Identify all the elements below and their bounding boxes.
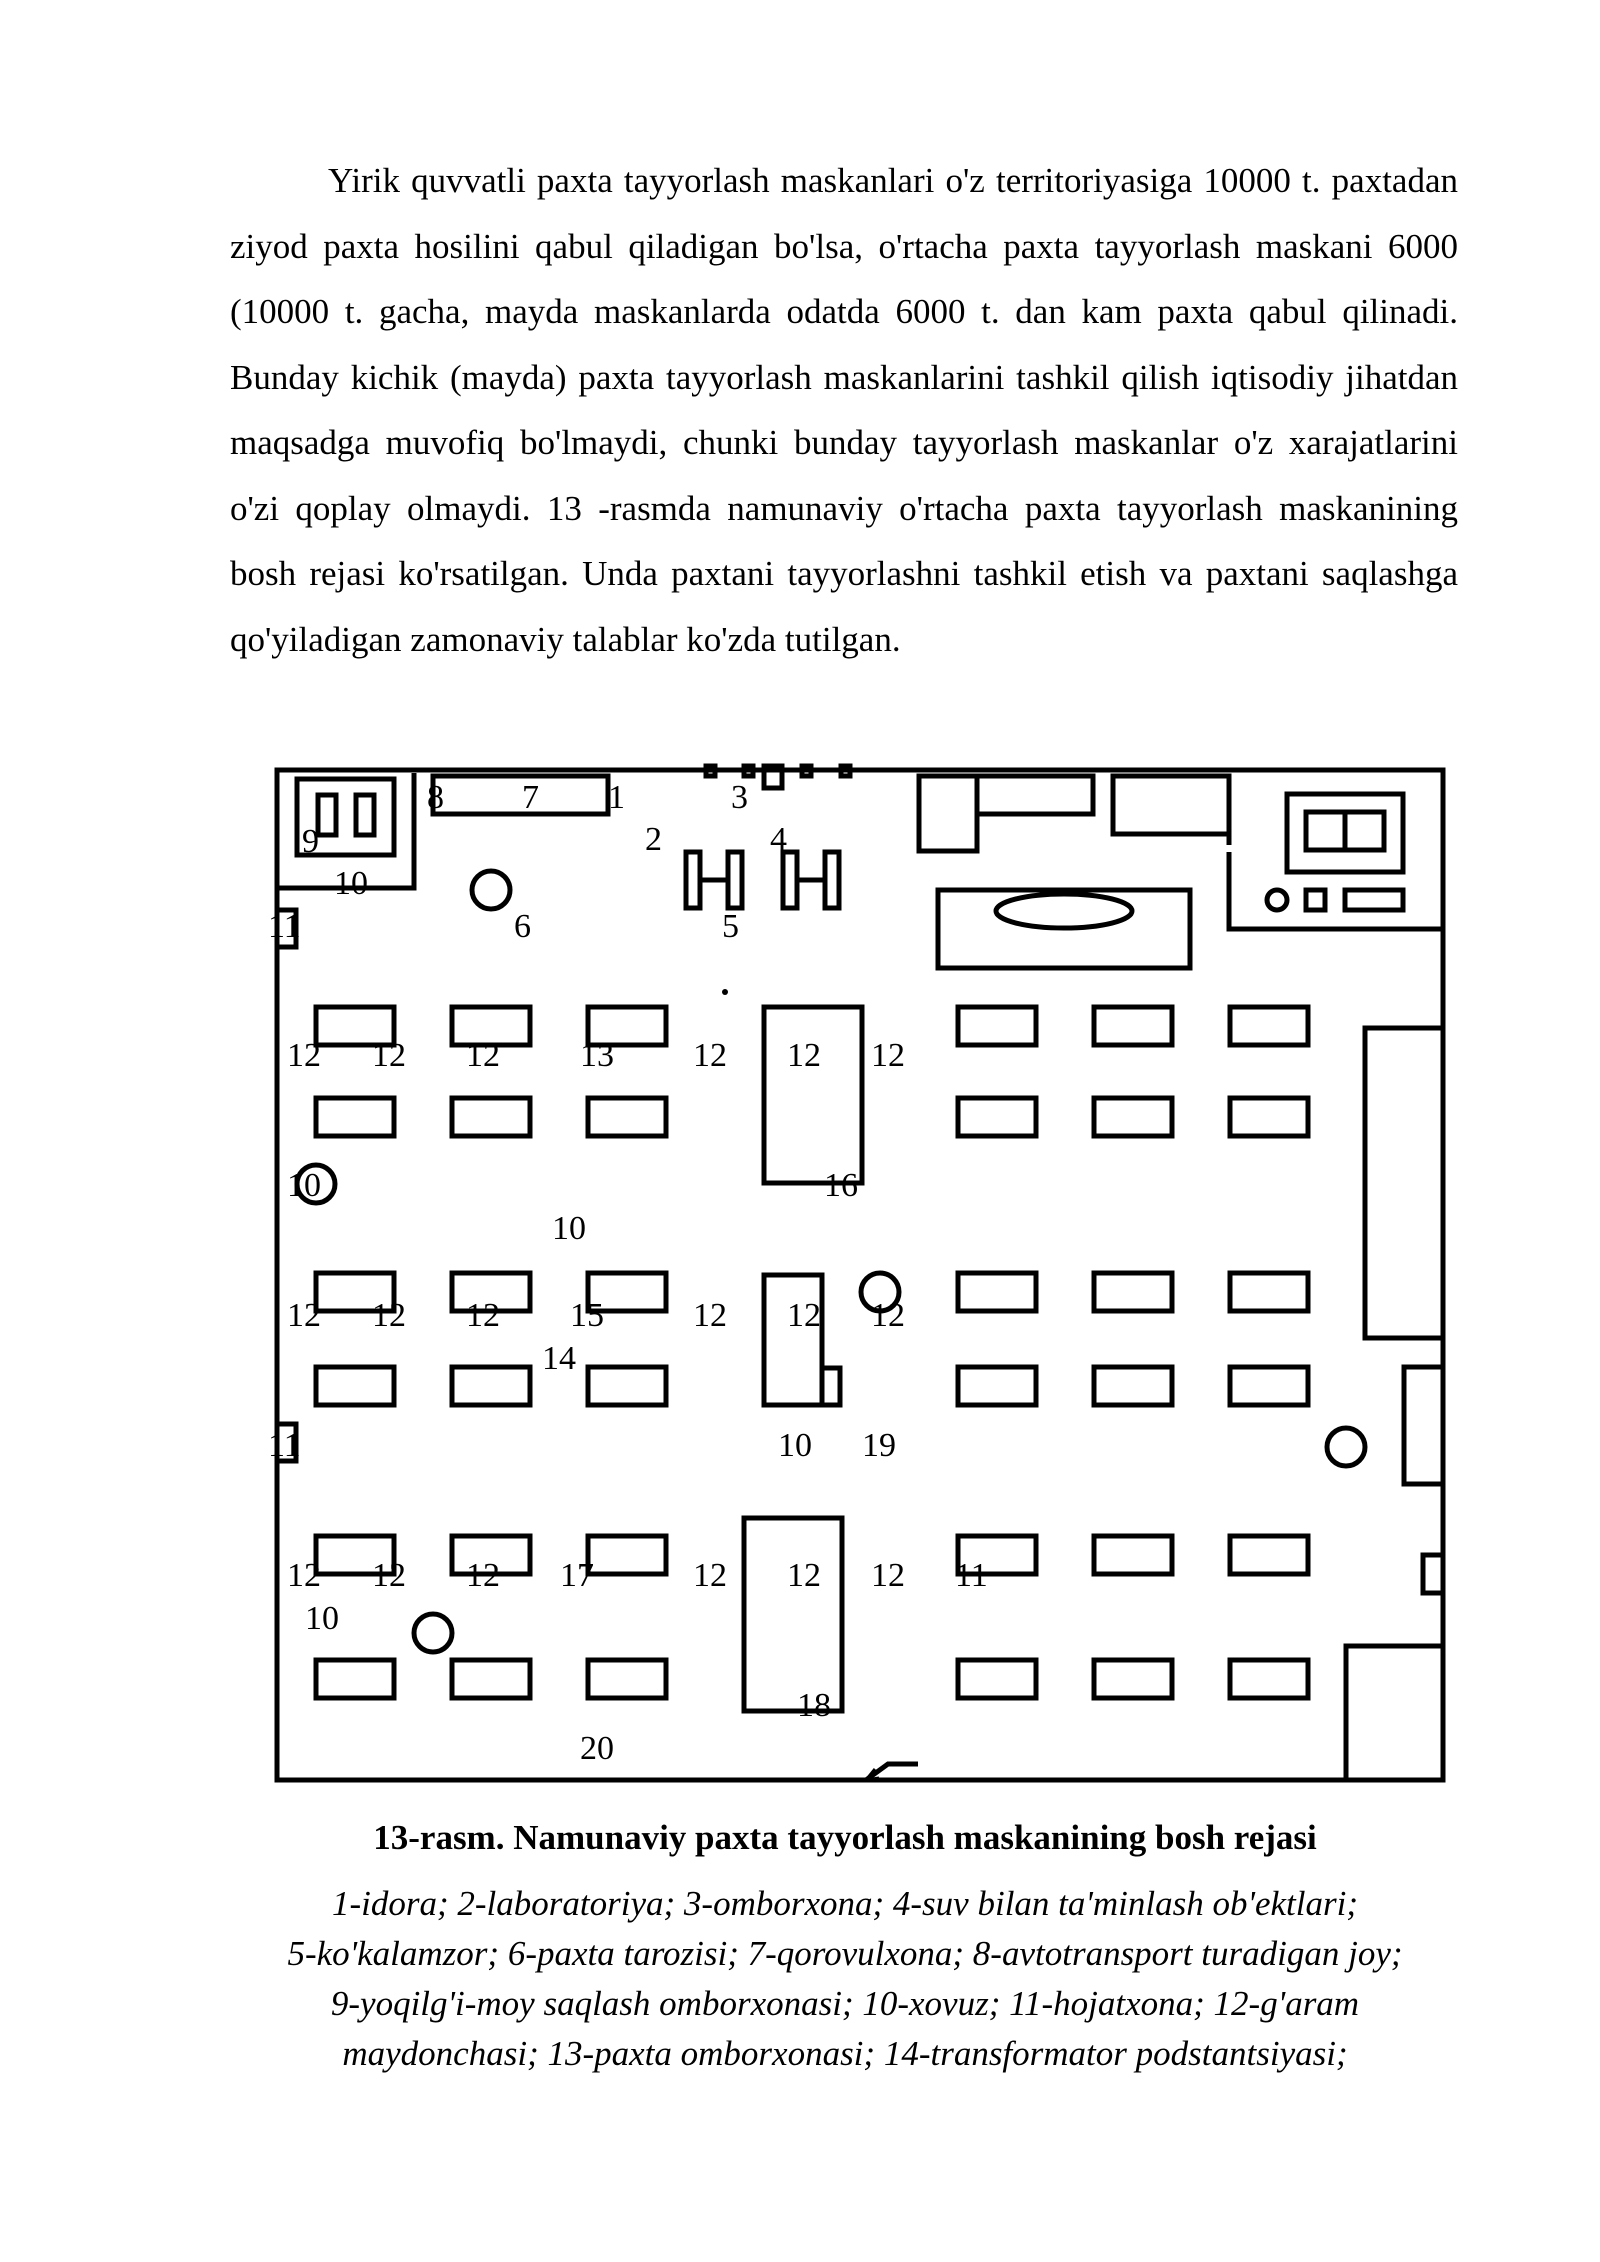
plan-label: 14 — [542, 1340, 576, 1377]
plan-label: 12 — [372, 1297, 406, 1334]
plan-label: 12 — [787, 1037, 821, 1074]
plan-label: 12 — [693, 1297, 727, 1334]
plan-label: 12 — [466, 1297, 500, 1334]
pond-oval — [996, 894, 1132, 928]
plan-label: 3 — [731, 779, 748, 816]
plan-label: 1 — [608, 779, 625, 816]
pond-circle — [1327, 1428, 1365, 1466]
plan-label: 9 — [302, 823, 319, 860]
water-supply-structure — [783, 852, 839, 908]
small-block — [1345, 890, 1403, 910]
plan-label: 20 — [580, 1730, 614, 1767]
central-building — [764, 1275, 822, 1405]
fuel-tank — [356, 795, 374, 835]
plan-label: 12 — [693, 1037, 727, 1074]
small-well — [1267, 890, 1287, 910]
plan-label: 2 — [645, 821, 662, 858]
body-paragraph: Yirik quvvatli paxta tayyorlash maskanlari o'z territoriyasiga 10000 t. paxtadan ziyod paxta hosilini qabul qiladigan bo'lsa, o'rtacha paxta tayyorlash maskani 6000 (10000 t. gacha, mayda maskanlarda odatda 6000 t. dan kam paxta qabul qilinadi. Bunday kichik (mayda) paxta tayyorlash maskanlarini tashkil qilish iqtisodiy jihatdan maqsadga muvofiq bo'lmaydi, chunki bunday tayyorlash maskanlar o'z xarajatlarini o'zi qoplay olmaydi. 13 -rasmda namunaviy o'rtacha paxta tayyorlash maskanining bosh rejasi ko'rsatilgan. Unda paxtani tayyorlashni tashkil etish va paxtani saqlashga qo'yiladigan zamonaviy talablar ko'zda tutilgan. — [230, 161, 1458, 659]
building-top-right — [977, 776, 1093, 814]
plan-label: 10 — [778, 1427, 812, 1464]
plan-label: 12 — [787, 1297, 821, 1334]
plan-label: 19 — [862, 1427, 896, 1464]
plan-label: 12 — [372, 1037, 406, 1074]
cotton-scale — [472, 871, 510, 909]
right-side-building — [1346, 1646, 1443, 1780]
plan-label: 11 — [268, 908, 301, 945]
plan-label: 17 — [560, 1557, 594, 1594]
dot-marker — [722, 989, 728, 995]
plan-label: 12 — [287, 1037, 321, 1074]
plan-label: 12 — [871, 1037, 905, 1074]
stack-platform-grid — [316, 1007, 1308, 1698]
plan-label: 16 — [824, 1167, 858, 1204]
water-supply-structure — [686, 852, 742, 908]
plan-label: 4 — [770, 821, 787, 858]
right-side-building — [1423, 1555, 1443, 1593]
figure-caption-title: 13-rasm. Namunaviy paxta tayyorlash maskanining bosh rejasi — [373, 1818, 1317, 1857]
plan-label: 12 — [287, 1297, 321, 1334]
right-side-building — [1365, 1028, 1443, 1338]
plan-label: 10 — [305, 1600, 339, 1637]
plan-label: 10 — [552, 1210, 586, 1247]
building-top-right — [919, 776, 977, 851]
plan-label: 15 — [570, 1297, 604, 1334]
plan-label: 12 — [466, 1037, 500, 1074]
plan-label: 12 — [787, 1557, 821, 1594]
plan-label: 6 — [514, 908, 531, 945]
plan-label: 18 — [797, 1687, 831, 1724]
plan-label: 12 — [466, 1557, 500, 1594]
figure-legend-line: 5-ko'kalamzor; 6-paxta tarozisi; 7-qorovulxona; 8-avtotransport turadigan joy; — [287, 1934, 1403, 1973]
figure-legend-line: maydonchasi; 13-paxta omborxonasi; 14-transformator podstantsiyasi; — [342, 2034, 1348, 2073]
figure-legend-line: 1-idora; 2-laboratoriya; 3-omborxona; 4-suv bilan ta'minlash ob'ektlari; — [332, 1884, 1358, 1923]
plan-label: 12 — [287, 1557, 321, 1594]
small-block — [1306, 890, 1325, 910]
plan-label: 7 — [522, 779, 539, 816]
plan-label: 5 — [722, 908, 739, 945]
office-enclosure — [1229, 852, 1443, 929]
plan-label: 11 — [268, 1427, 301, 1464]
plan-label: 12 — [871, 1557, 905, 1594]
right-side-building — [1404, 1367, 1443, 1484]
plan-label: 12 — [871, 1297, 905, 1334]
central-building — [764, 1007, 862, 1183]
plan-label: 8 — [427, 779, 444, 816]
plan-label: 12 — [372, 1557, 406, 1594]
building-top-right — [1113, 776, 1229, 834]
guard-house — [433, 776, 608, 814]
plan-label: 10 — [287, 1167, 321, 1204]
plan-label: 12 — [693, 1557, 727, 1594]
central-building — [744, 1518, 842, 1711]
figure-legend-line: 9-yoqilg'i-moy saqlash omborxonasi; 10-xovuz; 11-hojatxona; 12-g'aram — [330, 1984, 1360, 2023]
fuel-tank — [318, 795, 336, 835]
pond-circle — [414, 1614, 452, 1652]
plan-label: 13 — [580, 1037, 614, 1074]
plan-label: 11 — [955, 1557, 988, 1594]
central-building — [822, 1368, 840, 1405]
plan-label: 10 — [334, 865, 368, 902]
